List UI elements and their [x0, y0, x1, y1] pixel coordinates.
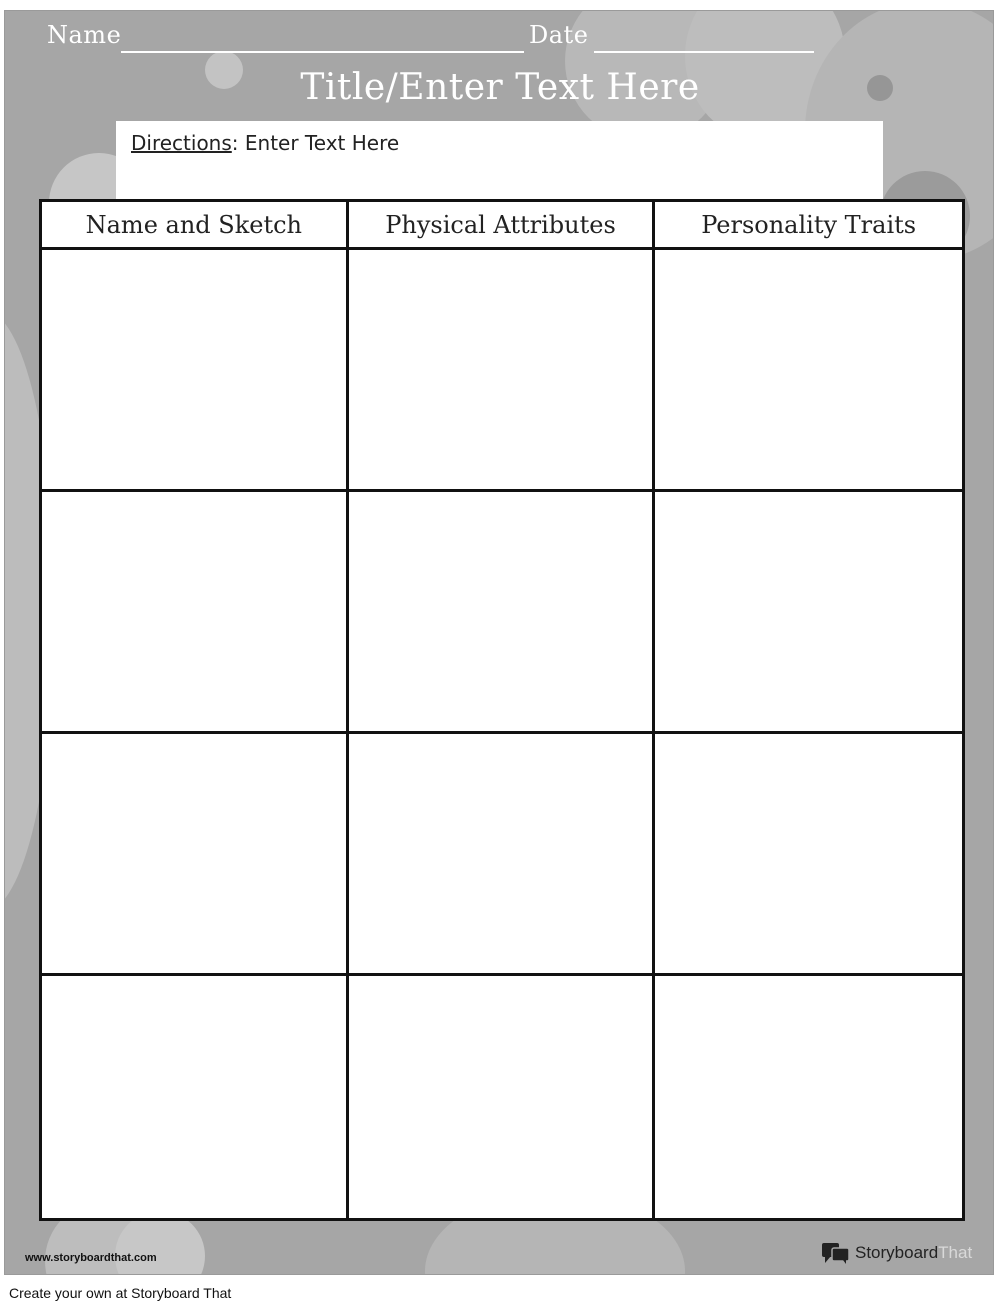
logo-text-accent: That: [938, 1243, 973, 1262]
name-line[interactable]: [121, 51, 524, 53]
date-label: Date: [529, 21, 589, 49]
table-cell[interactable]: [655, 492, 962, 734]
table-cell[interactable]: [42, 976, 349, 1218]
worksheet-page: [4, 10, 994, 1275]
directions-label: Directions: [131, 131, 232, 155]
table-cell[interactable]: [42, 734, 349, 976]
table-cell[interactable]: [655, 734, 962, 976]
table-cell[interactable]: [42, 250, 349, 492]
directions-separator: :: [231, 131, 239, 155]
table-cell[interactable]: [349, 250, 656, 492]
date-line[interactable]: [594, 51, 814, 53]
logo-text-main: Storyboard: [855, 1243, 939, 1262]
name-label: Name: [47, 21, 122, 49]
footer-url: www.storyboardthat.com: [25, 1252, 157, 1264]
character-table: [39, 199, 965, 1221]
worksheet-title[interactable]: Title/Enter Text Here: [300, 67, 700, 108]
column-header-name-and-sketch: Name and Sketch: [42, 202, 349, 250]
table-cell[interactable]: [655, 250, 962, 492]
column-header-physical-attributes: Physical Attributes: [349, 202, 656, 250]
table-cell[interactable]: [655, 976, 962, 1218]
table-cell[interactable]: [349, 976, 656, 1218]
speech-bubble-icon: [821, 1241, 851, 1265]
storyboardthat-logo: [821, 1241, 972, 1265]
column-header-personality-traits: Personality Traits: [655, 202, 962, 250]
table-cell[interactable]: [42, 492, 349, 734]
directions-text: Enter Text Here: [238, 131, 400, 155]
table-cell[interactable]: [349, 492, 656, 734]
table-cell[interactable]: [349, 734, 656, 976]
create-your-own-caption[interactable]: Create your own at Storyboard That: [9, 1285, 232, 1301]
directions-box[interactable]: [116, 121, 883, 201]
